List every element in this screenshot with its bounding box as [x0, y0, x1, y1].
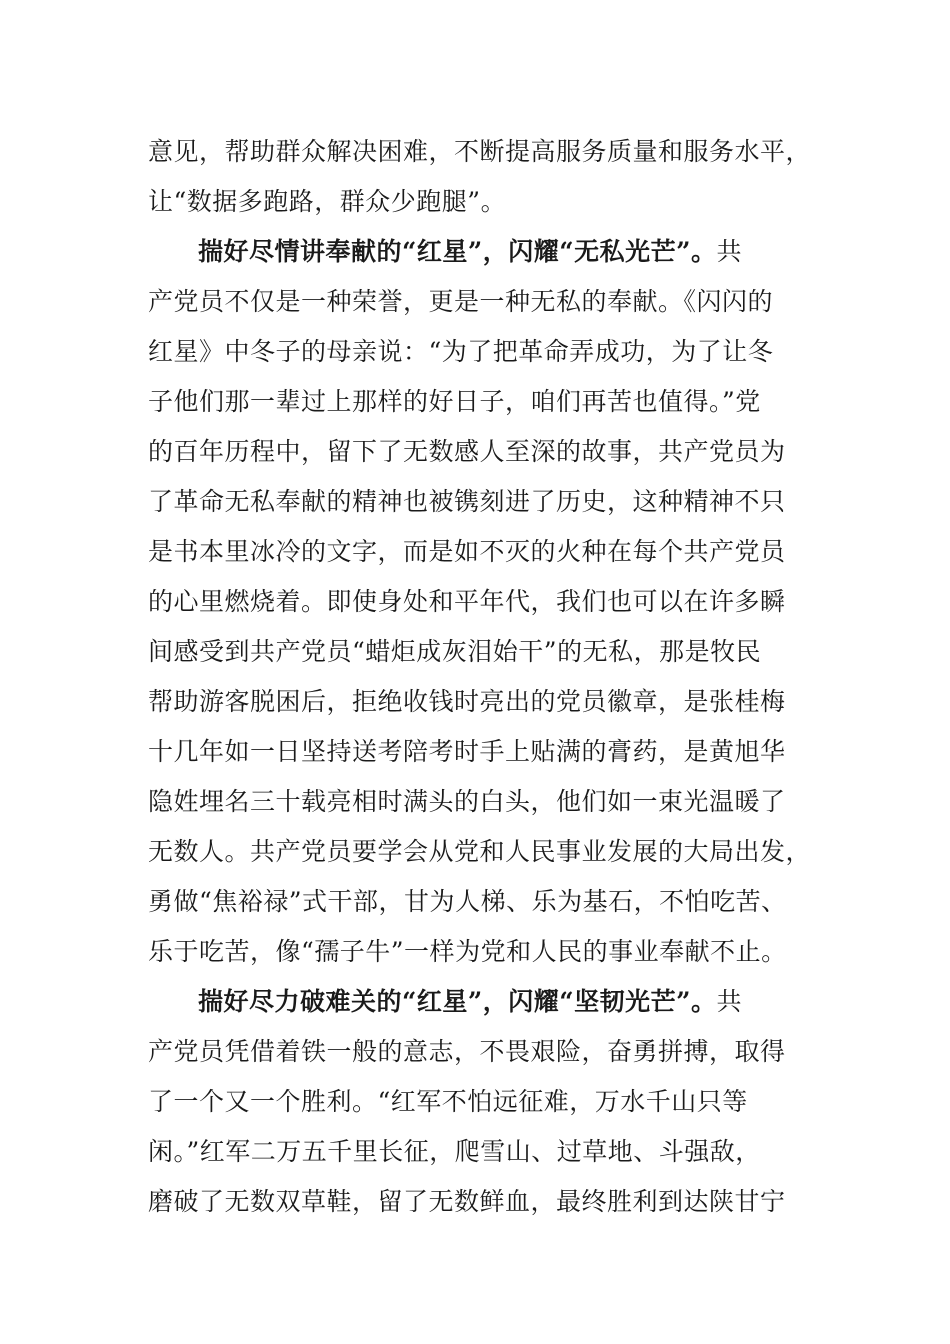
text-fragment: 共 — [716, 987, 743, 1016]
text-line: 产党员不仅是一种荣誉，更是一种无私的奉献。《闪闪的 — [148, 287, 774, 316]
text-line: 无数人。共产党员要学会从党和人民事业发展的大局出发， — [148, 837, 812, 866]
paragraph-heading-line — [198, 987, 742, 1017]
text-line: 的百年历程中，留下了无数感人至深的故事，共产党员为 — [148, 437, 786, 466]
text-line: 子他们那一辈过上那样的好日子，咱们再苦也值得。”党 — [148, 387, 761, 416]
text-line: 意见，帮助群众解决困难，不断提高服务质量和服务水平， — [148, 137, 812, 166]
text-line: 乐于吃苦，像“孺子牛”一样为党和人民的事业奉献不止。 — [148, 937, 787, 966]
text-line: 闲。”红军二万五千里长征，爬雪山、过草地、斗强敌， — [148, 1137, 761, 1166]
text-line: 是书本里冰冷的文字，而是如不灭的火种在每个共产党员 — [148, 537, 786, 566]
paragraph-heading-line — [198, 237, 742, 267]
text-line: 让“数据多跑路，群众少跑腿”。 — [148, 187, 507, 216]
paragraph-heading: 揣好尽力破难关的“红星”，闪耀“坚韧光芒”。 — [198, 987, 717, 1016]
text-line: 产党员凭借着铁一般的意志，不畏艰险，奋勇拼搏，取得 — [148, 1037, 786, 1066]
text-line: 了革命无私奉献的精神也被镌刻进了历史，这种精神不只 — [148, 487, 786, 516]
text-fragment: 共 — [716, 237, 743, 266]
text-line: 帮助游客脱困后，拒绝收钱时亮出的党员徽章，是张桂梅 — [148, 687, 786, 716]
text-line: 红星》中冬子的母亲说：“为了把革命弄成功，为了让冬 — [148, 337, 774, 366]
paragraph-heading: 揣好尽情讲奉献的“红星”，闪耀“无私光芒”。 — [198, 237, 717, 266]
text-line: 间感受到共产党员“蜡炬成灰泪始干”的无私，那是牧民 — [148, 637, 762, 666]
text-line: 隐姓埋名三十载亮相时满头的白头，他们如一束光温暖了 — [148, 787, 786, 816]
text-line: 十几年如一日坚持送考陪考时手上贴满的膏药，是黄旭华 — [148, 737, 786, 766]
text-line: 勇做“焦裕禄”式干部，甘为人梯、乐为基石，不怕吃苦、 — [148, 887, 787, 916]
text-line: 的心里燃烧着。即使身处和平年代，我们也可以在许多瞬 — [148, 587, 786, 616]
text-line: 了一个又一个胜利。“红军不怕远征难，万水千山只等 — [148, 1087, 748, 1116]
text-line: 磨破了无数双草鞋，留了无数鲜血，最终胜利到达陕甘宁 — [148, 1187, 786, 1216]
